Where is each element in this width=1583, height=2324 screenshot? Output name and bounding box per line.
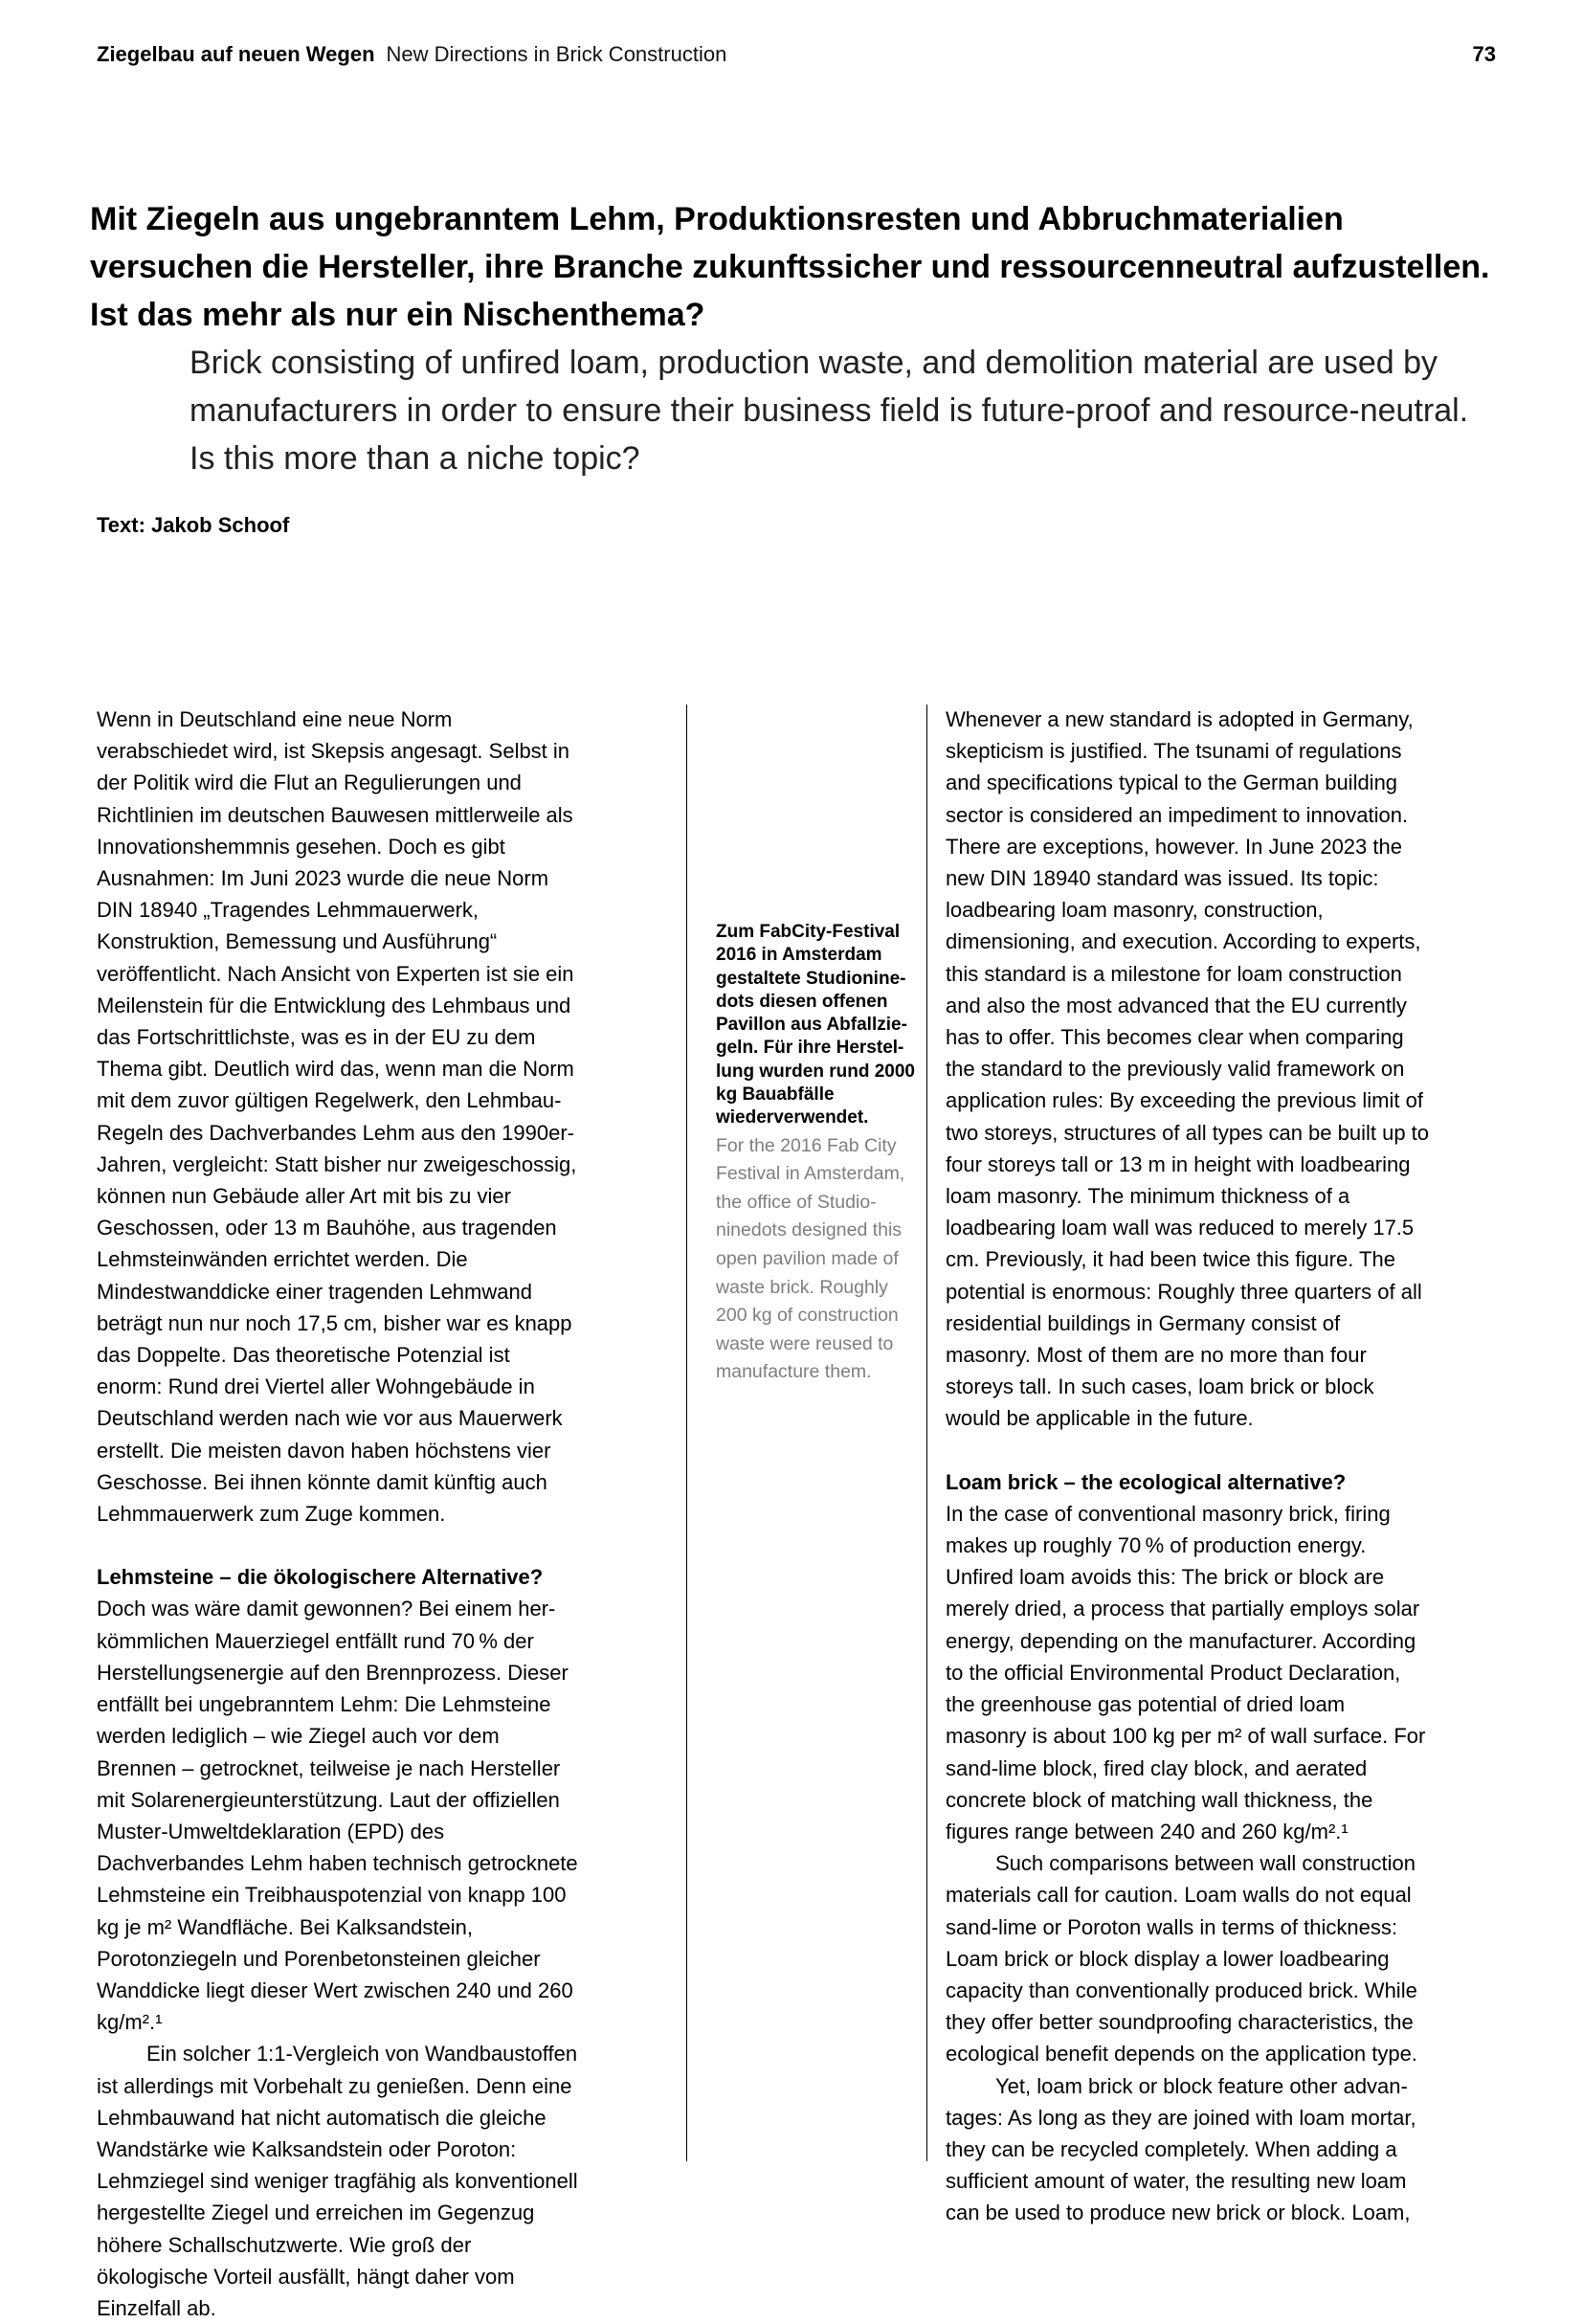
paragraph-german-2: Doch was wäre damit gewonnen? Bei einem herkömmlichen Mauerziegel entfällt rund 70 % der Herstellungsenergie auf den Brennprozess. Dieser entfällt bei ungebranntem Lehm: Die Lehmsteine werden lediglich – wie Ziegel auch vor dem Brennen – getrocknet, teilweise je nach Hersteller mit Solarenergieunterstützung. Laut der offiziellen Muster-Umweltdeklaration (EPD) des Dachverbandes Lehm haben technisch getrocknete Lehmsteine ein Treibhauspotenzial von knapp 100 kg je m² Wandfläche. Bei Kalksandstein, Porotonziegeln und Porenbetonsteinen gleicher Wanddicke liegt dieser Wert zwischen 240 und 260 kg/m².¹ [97,1597,578,2035]
running-header [97,42,1496,67]
column-divider-right [926,704,927,2161]
paragraph-english-1: Whenever a new standard is adopted in Germany, skepticism is justified. The tsunami of regulations and specifications typical to the German building sector is considered an impediment to innovation. There are exceptions, however. In June 2023 the new DIN 18940 standard was issued. Its topic: loadbearing loam masonry, construction, dimensioning, and execution. According to experts, this standard is a milestone for loam construction and also the most advanced that the EU currently has to offer. This becomes clear when comparing the standard to the previously valid framework on application rules: By exceeding the previous limit of two storeys, structures of all types can be built up to four storeys tall or 13 m in height with loadbearing loam masonry. The minimum thickness of a loadbearing loam wall was reduced to merely 17.5 cm. Previously, it had been twice this figure. The potential is enormous: Roughly three quarters of all residential buildings in Germany consist of masonry. Most of them are no more than four storeys tall. In such cases, loam brick or block would be applicable in the future. [946,707,1430,1431]
subheading-english: Loam brick – the ecological alternative? [946,1469,1347,1494]
caption-german: Zum FabCity-Festival 2016 in Amsterdam gestaltete Studioninedots diesen offenen Pavillon aus Abfallziegeln. Für ihre Herstellung wurden rund 2000 kg Bauabfälle wiederverwendet. [716,922,915,1128]
headline-block [90,195,1493,482]
page-number: 73 [1472,42,1496,66]
column-german [97,704,580,2324]
byline: Text: Jakob Schoof [97,513,290,537]
paragraph-english-3: Such comparisons between wall construction materials call for caution. Loam walls do not equal sand-lime or Poroton walls in terms of thickness: Loam brick or block display a lower loadbearing capacity than conventionally produced brick. While they offer better soundproofing characteristics, the ecological benefit depends on the application type. [946,1851,1417,2067]
caption-english: For the 2016 Fab City Festival in Amsterdam, the office of Studioninedots designed this open pavilion made of waste brick. Roughly 200 kg of construction waste were reused to manufacture them. [716,1134,905,1383]
paragraph-german-1: Wenn in Deutschland eine neue Norm verabschiedet wird, ist Skepsis angesagt. Selbst in der Politik wird die Flut an Regulierungen und Richtlinien im deutschen Bauwesen mittlerweile als Innovationshemmnis gesehen. Doch es gibt Ausnahmen: Im Juni 2023 wurde die neue Norm DIN 18940 „Tragendes Lehmmauerwerk, Konstruktion, Bemessung und Ausführung“ veröffentlicht. Nach Ansicht von Experten ist sie ein Meilenstein für die Entwicklung des Lehmbaus und das Fortschrittlichste, was es in der EU zu dem Thema gibt. Deutlich wird das, wenn man die Norm mit dem zuvor gültigen Regelwerk, den Lehmbau-Regeln des Dachverbandes Lehm aus den 1990er-Jahren, vergleicht: Statt bisher nur zweigeschossig, können nun Gebäude aller Art mit bis zu vier Geschossen, oder 13 m Bauhöhe, aus tragenden Lehmsteinwänden errichtet werden. Die Mindestwanddicke einer tragenden Lehmwand beträgt nun nur noch 17,5 cm, bisher war es knapp das Doppelte. Das theoretische Potenzial ist enorm: Rund drei Viertel aller Wohngebäude in Deutschland werden nach wie vor aus Mauerwerk erstellt. Die meisten davon haben höchstens vier Geschosse. Bei ihnen könnte damit künftig auch Lehmmauerwerk zum Zuge kommen. [97,707,577,1527]
column-divider-left [686,704,687,2161]
paragraph-german-3: Ein solcher 1:1-Vergleich von Wandbaustoffen ist allerdings mit Vorbehalt zu genießen. Denn eine Lehmbauwand hat nicht automatisch die gleiche Wandstärke wie Kalksandstein oder Poroton: Lehmziegel sind weniger tragfähig als konventionell hergestellte Ziegel und erreichen im Gegenzug höhere Schallschutzwerte. Wie groß der ökologische Vorteil ausfällt, hängt daher vom Einzelfall ab. [97,2042,578,2320]
running-title [97,42,726,67]
subheading-german: Lehmsteine – die ökologischere Alternative? [97,1565,544,1590]
image-caption-column [716,921,921,1387]
running-title-german: Ziegelbau auf neuen Wegen [97,42,375,66]
column-english [946,704,1431,2229]
paragraph-english-4: Yet, loam brick or block feature other advantages: As long as they are joined with loam mortar, they can be recycled completely. When adding a sufficient amount of water, the resulting new loam can be used to produce new brick or block. Loam, [946,2073,1416,2225]
headline-english: Brick consisting of unfired loam, production waste, and demolition material are used by manufacturers in order to ensure their business field is future-proof and resource-neutral. Is this more than a niche topic? [190,345,1469,477]
running-title-english: New Directions in Brick Construction [386,42,727,66]
headline-german: Mit Ziegeln aus ungebranntem Lehm, Produktionsresten und Abbruchmaterialien versuchen die Hersteller, ihre Branche zukunftssicher und ressourcenneutral aufzustellen. Ist das mehr als nur ein Nischenthema? [90,201,1490,333]
paragraph-english-2: In the case of conventional masonry brick, firing makes up roughly 70 % of production energy. Unfired loam avoids this: The brick or block are merely dried, a process that partially employs solar energy, depending on the manufacturer. According to the official Environmental Product Declaration, the greenhouse gas potential of dried loam masonry is about 100 kg per m² of wall surface. For sand-lime block, fired clay block, and aerated concrete block of matching wall thickness, the figures range between 240 and 260 kg/m².¹ [946,1501,1426,1844]
